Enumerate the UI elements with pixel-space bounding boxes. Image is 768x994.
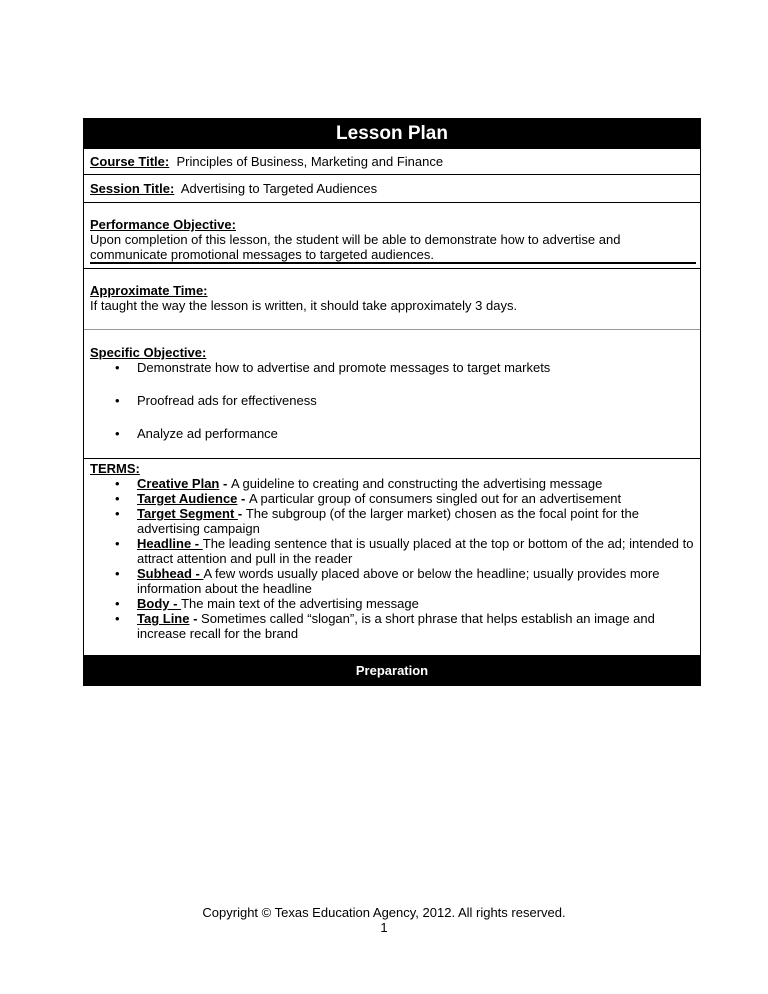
preparation-header: Preparation	[84, 655, 700, 685]
term-definition: The subgroup (of the larger market) chosen as the focal point for the advertising campaign	[137, 506, 639, 536]
session-title-label: Session Title:	[90, 181, 175, 196]
term-name: Headline -	[137, 536, 203, 551]
term-separator: -	[237, 491, 249, 506]
copyright-text: Copyright © Texas Education Agency, 2012. All rights reserved.	[202, 905, 566, 920]
terms-list	[90, 476, 700, 641]
term-name: Body -	[137, 596, 182, 611]
bullet-icon: •	[115, 611, 120, 626]
page-footer	[0, 905, 768, 935]
bullet-icon: •	[115, 596, 120, 611]
terms-row	[84, 458, 700, 655]
terms-label: TERMS:	[90, 461, 140, 476]
term-definition: A particular group of consumers singled out for an advertisement	[248, 491, 622, 506]
course-title-row	[84, 148, 700, 174]
term-separator: -	[237, 506, 246, 521]
list-item	[115, 393, 700, 408]
approximate-time-label: Approximate Time:	[90, 283, 208, 298]
term-item	[115, 611, 700, 641]
bullet-icon: •	[115, 566, 120, 581]
term-item	[115, 566, 700, 596]
list-item	[115, 360, 700, 375]
lesson-plan-table	[83, 118, 701, 686]
bullet-icon: •	[115, 491, 120, 506]
performance-objective-text: Upon completion of this lesson, the student will be able to demonstrate how to advertise and communicate promotional messages to targeted audiences.	[90, 232, 696, 264]
list-item	[115, 426, 700, 441]
lesson-plan-title: Lesson Plan	[84, 119, 700, 148]
specific-objective-label: Specific Objective:	[90, 345, 207, 360]
specific-objective-list	[90, 360, 700, 441]
approximate-time-text: If taught the way the lesson is written, it should take approximately 3 days.	[90, 298, 518, 313]
bullet-icon: •	[115, 360, 120, 375]
term-definition: Sometimes called “slogan”, is a short phrase that helps establish an image and increase recall for the brand	[137, 611, 655, 641]
page-number: 1	[380, 920, 388, 935]
term-name: Target Segment	[137, 506, 238, 521]
term-item	[115, 506, 700, 536]
term-item	[115, 536, 700, 566]
term-separator: -	[219, 476, 231, 491]
session-title-value: Advertising to Targeted Audiences	[180, 181, 378, 196]
term-definition: The main text of the advertising message	[181, 596, 419, 611]
term-definition: A few words usually placed above or below the headline; usually provides more information about the headline	[137, 566, 660, 596]
specific-objective-item: Demonstrate how to advertise and promote messages to target markets	[137, 360, 551, 375]
term-definition: A guideline to creating and constructing the advertising message	[230, 476, 603, 491]
term-definition: The leading sentence that is usually placed at the top or bottom of the ad; intended to attract attention and pull in the reader	[137, 536, 694, 566]
specific-objective-item: Proofread ads for effectiveness	[137, 393, 317, 408]
term-name: Creative Plan	[137, 476, 220, 491]
course-title-value: Principles of Business, Marketing and Finance	[176, 154, 444, 169]
bullet-icon: •	[115, 426, 120, 441]
session-title-row	[84, 174, 700, 202]
performance-objective-label: Performance Objective:	[90, 217, 236, 232]
term-item	[115, 476, 700, 491]
term-item	[115, 596, 700, 611]
bullet-icon: •	[115, 536, 120, 551]
specific-objective-item: Analyze ad performance	[137, 426, 278, 441]
bullet-icon: •	[115, 506, 120, 521]
approximate-time-row	[84, 268, 700, 329]
term-item	[115, 491, 700, 506]
bullet-icon: •	[115, 393, 120, 408]
term-name: Tag Line	[137, 611, 190, 626]
term-name: Target Audience	[137, 491, 238, 506]
course-title-label: Course Title:	[90, 154, 170, 169]
specific-objective-row	[84, 329, 700, 458]
term-separator: -	[189, 611, 202, 626]
performance-objective-row	[84, 202, 700, 268]
bullet-icon: •	[115, 476, 120, 491]
term-name: Subhead -	[137, 566, 204, 581]
